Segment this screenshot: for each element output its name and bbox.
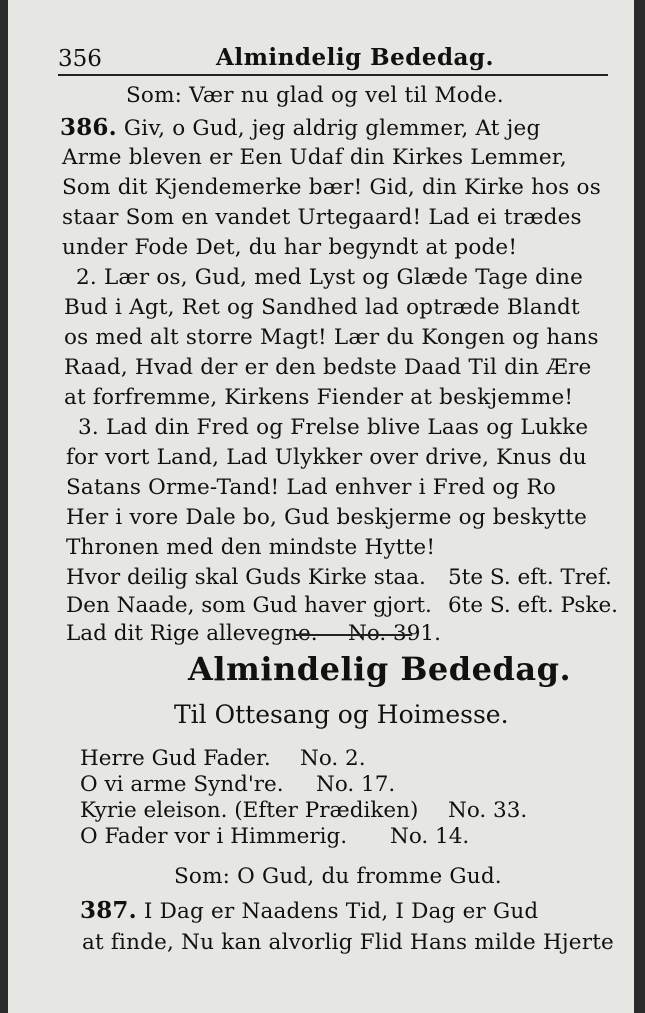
reference-row: Lad dit Rige allevegne. <box>66 621 318 646</box>
reference-row: Hvor deilig skal Guds Kirke staa. <box>66 565 426 590</box>
hymn-line: Raad, Hvad der er den bedste Daad Til din Ære <box>64 355 592 380</box>
hymn-line: 2. Lær os, Gud, med Lyst og Glæde Tage dine <box>76 265 584 290</box>
hymn-line: Satans Orme-Tand! Lad enhver i Fred og Ro <box>66 475 556 500</box>
reference-source: No. 33. <box>448 798 528 823</box>
reference-source: No. 14. <box>390 824 470 849</box>
reference-row: O vi arme Synd're. <box>80 772 284 797</box>
hymn-number: 387. <box>80 897 137 924</box>
hymn-line: under Fode Det, du har begyndt at pode! <box>62 235 518 260</box>
reference-row: Kyrie eleison. (Efter Prædiken) <box>80 798 419 823</box>
hymn-line: Som dit Kjendemerke bær! Gid, din Kirke hos os <box>62 175 601 200</box>
hymn-line: Arme bleven er Een Udaf din Kirkes Lemmer, <box>62 145 567 170</box>
hymn-line: 3. Lad din Fred og Frelse blive Laas og Lukke <box>78 415 589 440</box>
reference-row: O Fader vor i Himmerig. <box>80 824 348 849</box>
book-page <box>8 0 634 1013</box>
reference-row: Den Naade, som Gud haver gjort. <box>66 593 432 618</box>
section-title: Almindelig Bededag. <box>188 650 572 688</box>
reference-source: 6te S. eft. Pske. <box>448 593 619 618</box>
melody-line: Som: Vær nu glad og vel til Mode. <box>126 83 504 108</box>
page-number: 356 <box>58 46 102 72</box>
reference-source: No. 17. <box>316 772 396 797</box>
reference-source: No. 2. <box>300 746 366 771</box>
page-header <box>58 44 608 76</box>
section-subtitle: Til Ottesang og Hoimesse. <box>174 700 509 729</box>
hymn-line: Thronen med den mindste Hytte! <box>66 535 436 560</box>
hymn-line: at finde, Nu kan alvorlig Flid Hans milde Hjerte <box>82 930 614 955</box>
hymn-line: for vort Land, Lad Ulykker over drive, Knus du <box>66 445 587 470</box>
melody-line: Som: O Gud, du fromme Gud. <box>174 864 502 889</box>
hymn-number: 386. <box>60 114 117 141</box>
hymn-line: staar Som en vandet Urtegaard! Lad ei trædes <box>62 205 582 230</box>
hymn-line: Her i vore Dale bo, Gud beskjerme og beskytte <box>66 505 588 530</box>
reference-source: No. 391. <box>348 621 441 646</box>
reference-source: 5te S. eft. Tref. <box>448 565 612 590</box>
hymn-line: at forfremme, Kirkens Fiender at beskjemme! <box>64 385 574 410</box>
running-title: Almindelig Bededag. <box>216 44 495 71</box>
hymn-line: 386. Giv, o Gud, jeg aldrig glemmer, At jeg <box>60 114 541 141</box>
hymn-line: os med alt storre Magt! Lær du Kongen og hans <box>64 325 599 350</box>
reference-row: Herre Gud Fader. <box>80 746 271 771</box>
hymn-line: Bud i Agt, Ret og Sandhed lad optræde Blandt <box>64 295 580 320</box>
section-divider <box>294 634 412 636</box>
hymn-line: 387. I Dag er Naadens Tid, I Dag er Gud <box>80 897 539 924</box>
